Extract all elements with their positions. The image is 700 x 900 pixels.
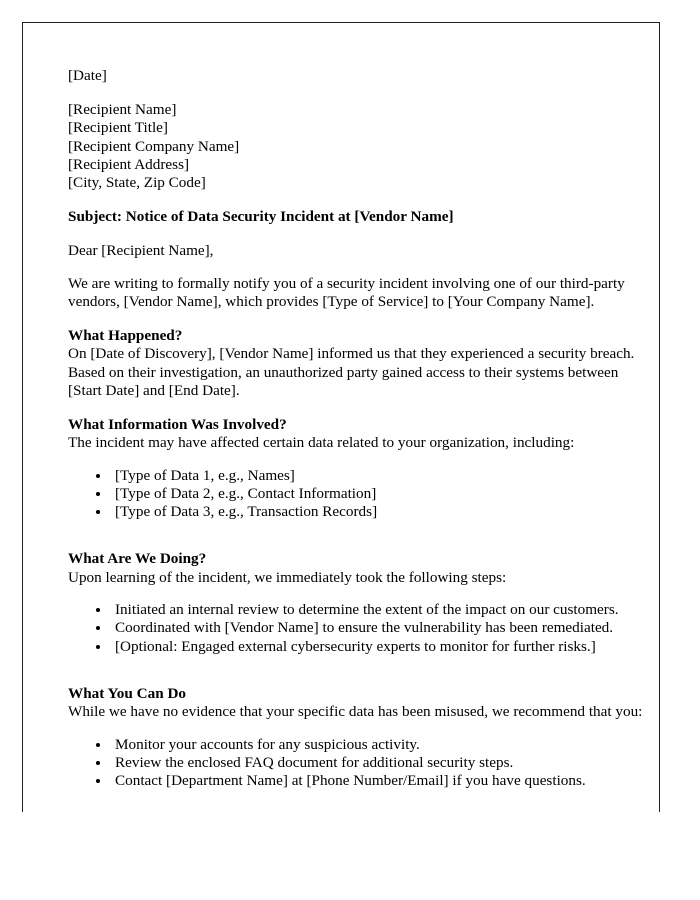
section-body: While we have no evidence that your specific data has been misused, we recommend that you: [68,703,643,721]
list-item: • Initiated an internal review to determine the extent of the impact on our customers. [111,601,646,619]
recipient-address-line: [Recipient Address] [68,155,190,173]
document-page [22,22,660,812]
list-item: • Coordinated with [Vendor Name] to ensure the vulnerability has been remediated. [111,619,646,637]
section-what-happened [68,327,646,401]
section-body: Upon learning of the incident, we immediately took the following steps: [68,568,507,586]
section-body: The incident may have affected certain data related to your organization, including: [68,434,575,452]
recipient-address-block [68,101,646,192]
section-heading: What Information Was Involved? [68,415,287,433]
intro-paragraph: We are writing to formally notify you of a security incident involving one of our third-party vendors, [Vendor Name], which provides [Type of Service] to [Your Company Name]. [68,275,625,311]
recipient-address-line: [Recipient Title] [68,119,168,137]
section-what-are-we-doing [68,550,646,670]
section-heading: What Are We Doing? [68,550,207,568]
list-spacer [68,656,646,670]
recipient-address-line: [Recipient Company Name] [68,137,240,155]
subject-line: Subject: Notice of Data Security Incident at [Vendor Name] [68,208,454,226]
list-item: • Monitor your accounts for any suspicious activity. [111,736,646,754]
list-item: • Review the enclosed FAQ document for additional security steps. [111,754,646,772]
list-spacer [68,521,646,535]
recipient-address-line: [City, State, Zip Code] [68,174,206,192]
salutation: Dear [Recipient Name], [68,241,214,259]
list-item: • [Optional: Engaged external cybersecurity experts to monitor for further risks.] [111,638,646,656]
list-item: • [Type of Data 2, e.g., Contact Information] [111,485,646,503]
bullet-list [68,601,646,656]
bullet-list [68,736,646,791]
section-heading: What Happened? [68,326,183,344]
list-item: • [Type of Data 3, e.g., Transaction Records] [111,503,646,521]
section-body: On [Date of Discovery], [Vendor Name] informed us that they experienced a security breach. Based on their investigation, an unauthorized party gained access to their systems between [Start Date] and [End Date]. [68,345,635,400]
bullet-list [68,467,646,522]
section-what-you-can-do [68,685,646,791]
section-heading: What You Can Do [68,684,187,702]
date-placeholder: [Date] [68,67,107,84]
list-item: • Contact [Department Name] at [Phone Number/Email] if you have questions. [111,772,646,790]
list-item: • [Type of Data 1, e.g., Names] [111,467,646,485]
document-content [68,67,646,805]
section-what-information-was-involved [68,416,646,536]
recipient-address-line: [Recipient Name] [68,101,177,119]
